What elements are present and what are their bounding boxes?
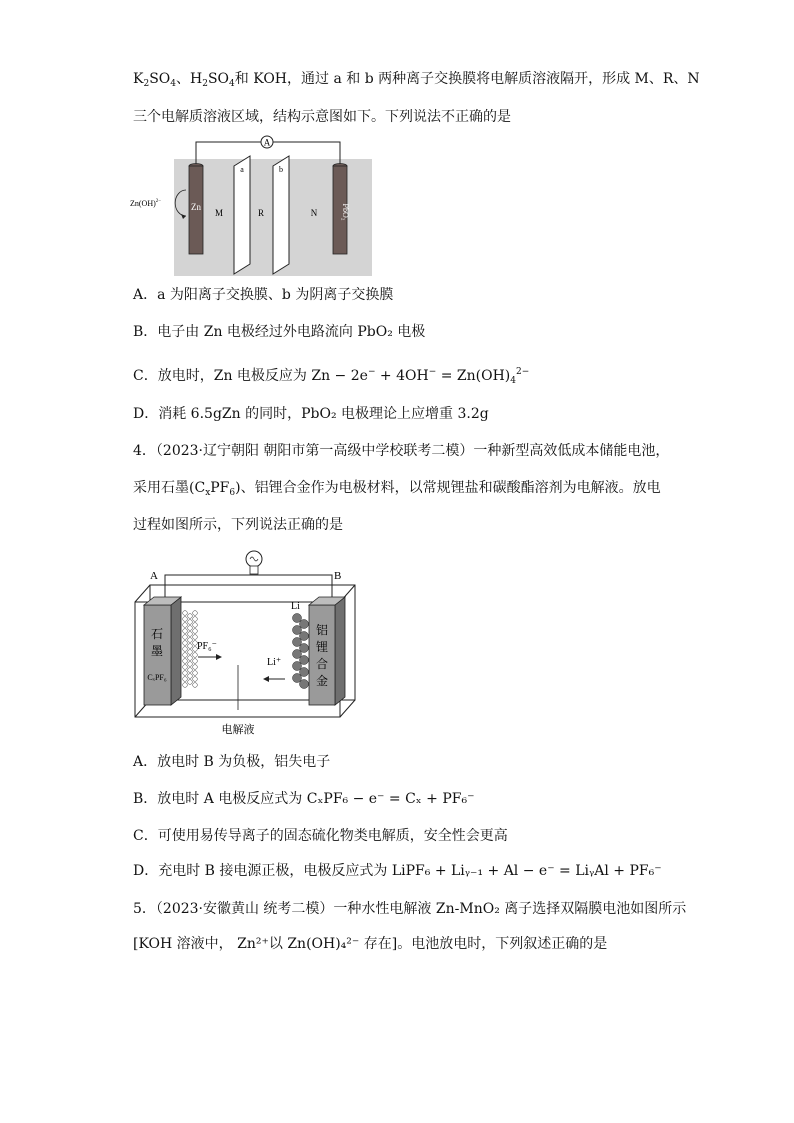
text-so2: SO <box>207 71 230 87</box>
q4-option-a: A．放电时 B 为负极，铝失电子 <box>133 754 331 770</box>
q4-l2-a: 采用石墨(C <box>133 480 206 496</box>
q4-option-c: C．可使用易传导离子的固态硫化物类电解质，安全性会更高 <box>133 828 508 844</box>
q5-line2: [KOH 溶液中， Zn²⁺以 Zn(OH)₄²⁻ 存在]。电池放电时，下列叙述正确的是 <box>133 936 608 952</box>
bulb-base <box>250 566 258 574</box>
opt-c-part2: + 4OH <box>375 368 429 384</box>
region-r-label: R <box>257 208 265 218</box>
sup-2minus: 2− <box>516 367 530 377</box>
box-edge <box>135 585 150 602</box>
q4-option-d: D．充电时 B 接电源正极，电极反应式为 LiPF₆ + Liᵧ₋₁ + Al − e⁻ = LiᵧAl + PF₆⁻ <box>133 863 662 879</box>
region-n-label: N <box>310 208 318 218</box>
sub-2b: 2 <box>202 79 208 89</box>
graphite-label-2: 墨 <box>150 644 164 658</box>
sub-x: x <box>205 488 211 498</box>
q3-option-c <box>133 362 529 391</box>
alloy-electrode-side <box>335 597 345 705</box>
sup-minus2: − <box>428 367 437 377</box>
q3-option-a: A．a 为阳离子交换膜、b 为阴离子交换膜 <box>133 287 394 303</box>
pf6-ion-label: PF₆⁻ <box>197 641 217 652</box>
pf6-arrowhead-icon <box>216 654 222 660</box>
q3-intro-line1 <box>133 69 700 94</box>
graphite-electrode-side <box>171 597 181 705</box>
li-atom-label: Li <box>291 601 300 612</box>
terminal-b-label: B <box>334 570 342 582</box>
external-wire <box>165 575 332 605</box>
li-plus-arrowhead-icon <box>263 676 269 682</box>
text-so: SO <box>149 71 171 87</box>
q4-l2-b: PF <box>210 480 230 496</box>
pbo2-electrode-label: PbO₂ <box>341 203 350 221</box>
alloy-label-3: 合 <box>315 657 329 671</box>
sub-4b: 4 <box>229 79 235 89</box>
region-m-label: M <box>214 208 224 218</box>
lithium-battery-figure <box>130 545 360 741</box>
sub-4c: 4 <box>510 376 516 386</box>
alloy-electrode <box>309 605 335 705</box>
sub-4: 4 <box>170 79 177 89</box>
q3-option-b: B．电子由 Zn 电极经过外电路流向 PbO₂ 电极 <box>133 324 426 340</box>
q4-line3: 过程如图所示，下列说法正确的是 <box>133 517 343 533</box>
q4-option-b: B．放电时 A 电极反应式为 CₓPF₆ − e⁻ = Cₓ + PF₆⁻ <box>133 791 475 807</box>
membrane-b-label: b <box>279 165 283 174</box>
li-plus-label: Li⁺ <box>267 657 282 668</box>
text-k: K <box>133 71 144 87</box>
zn-oh4-ion-label: Zn(OH)$^{2-}$ <box>130 199 162 208</box>
box-edge <box>340 700 355 717</box>
sup-minus: − <box>367 367 376 377</box>
electrolyte-label: 电解液 <box>221 724 255 736</box>
alloy-label-2: 锂 <box>315 640 329 654</box>
terminal-a-label: A <box>150 570 158 582</box>
alloy-label-4: 金 <box>315 674 329 688</box>
opt-c-part3: = Zn(OH) <box>436 368 511 384</box>
alloy-label-1: 铝 <box>315 623 329 637</box>
q4-l2-c: )、铝锂合金作为电极材料，以常规锂盐和碳酸酯溶剂为电解液。放电 <box>235 480 661 496</box>
graphite-label-1: 石 <box>150 627 164 641</box>
q4-line2 <box>133 478 661 503</box>
ammeter-label: A <box>263 137 271 148</box>
q5-line1: 5．（2023·安徽黄山 统考二模）一种水性电解液 Zn-MnO₂ 离子选择双隔膜电池如图所示 <box>133 901 687 917</box>
q3-option-d: D．消耗 6.5gZn 的同时，PbO₂ 电极理论上应增重 3.2g <box>133 406 489 422</box>
membrane-cell-figure <box>128 132 374 278</box>
sub-6: 6 <box>229 488 236 498</box>
q4-line1: 4．（2023·辽宁朝阳 朝阳市第一高级中学校联考二模）一种新型高效低成本储能电池， <box>133 443 670 459</box>
li-atom-column <box>293 614 309 689</box>
text-h: 、H <box>176 71 203 87</box>
text-rest: 和 KOH，通过 a 和 b 两种离子交换膜将电解质溶液隔开，形成 M、R、N <box>234 71 700 87</box>
zn-electrode-label: Zn <box>191 202 201 212</box>
opt-c-part1: C．放电时，Zn 电极反应为 Zn − 2e <box>133 368 368 384</box>
membrane-a-label: a <box>240 165 244 174</box>
sub-2: 2 <box>143 79 150 89</box>
pf6-ion-cluster <box>183 611 198 688</box>
q3-intro-line2: 三个电解质溶液区域，结构示意图如下。下列说法不正确的是 <box>133 109 511 125</box>
graphite-formula: CₓPF₆ <box>147 673 167 682</box>
